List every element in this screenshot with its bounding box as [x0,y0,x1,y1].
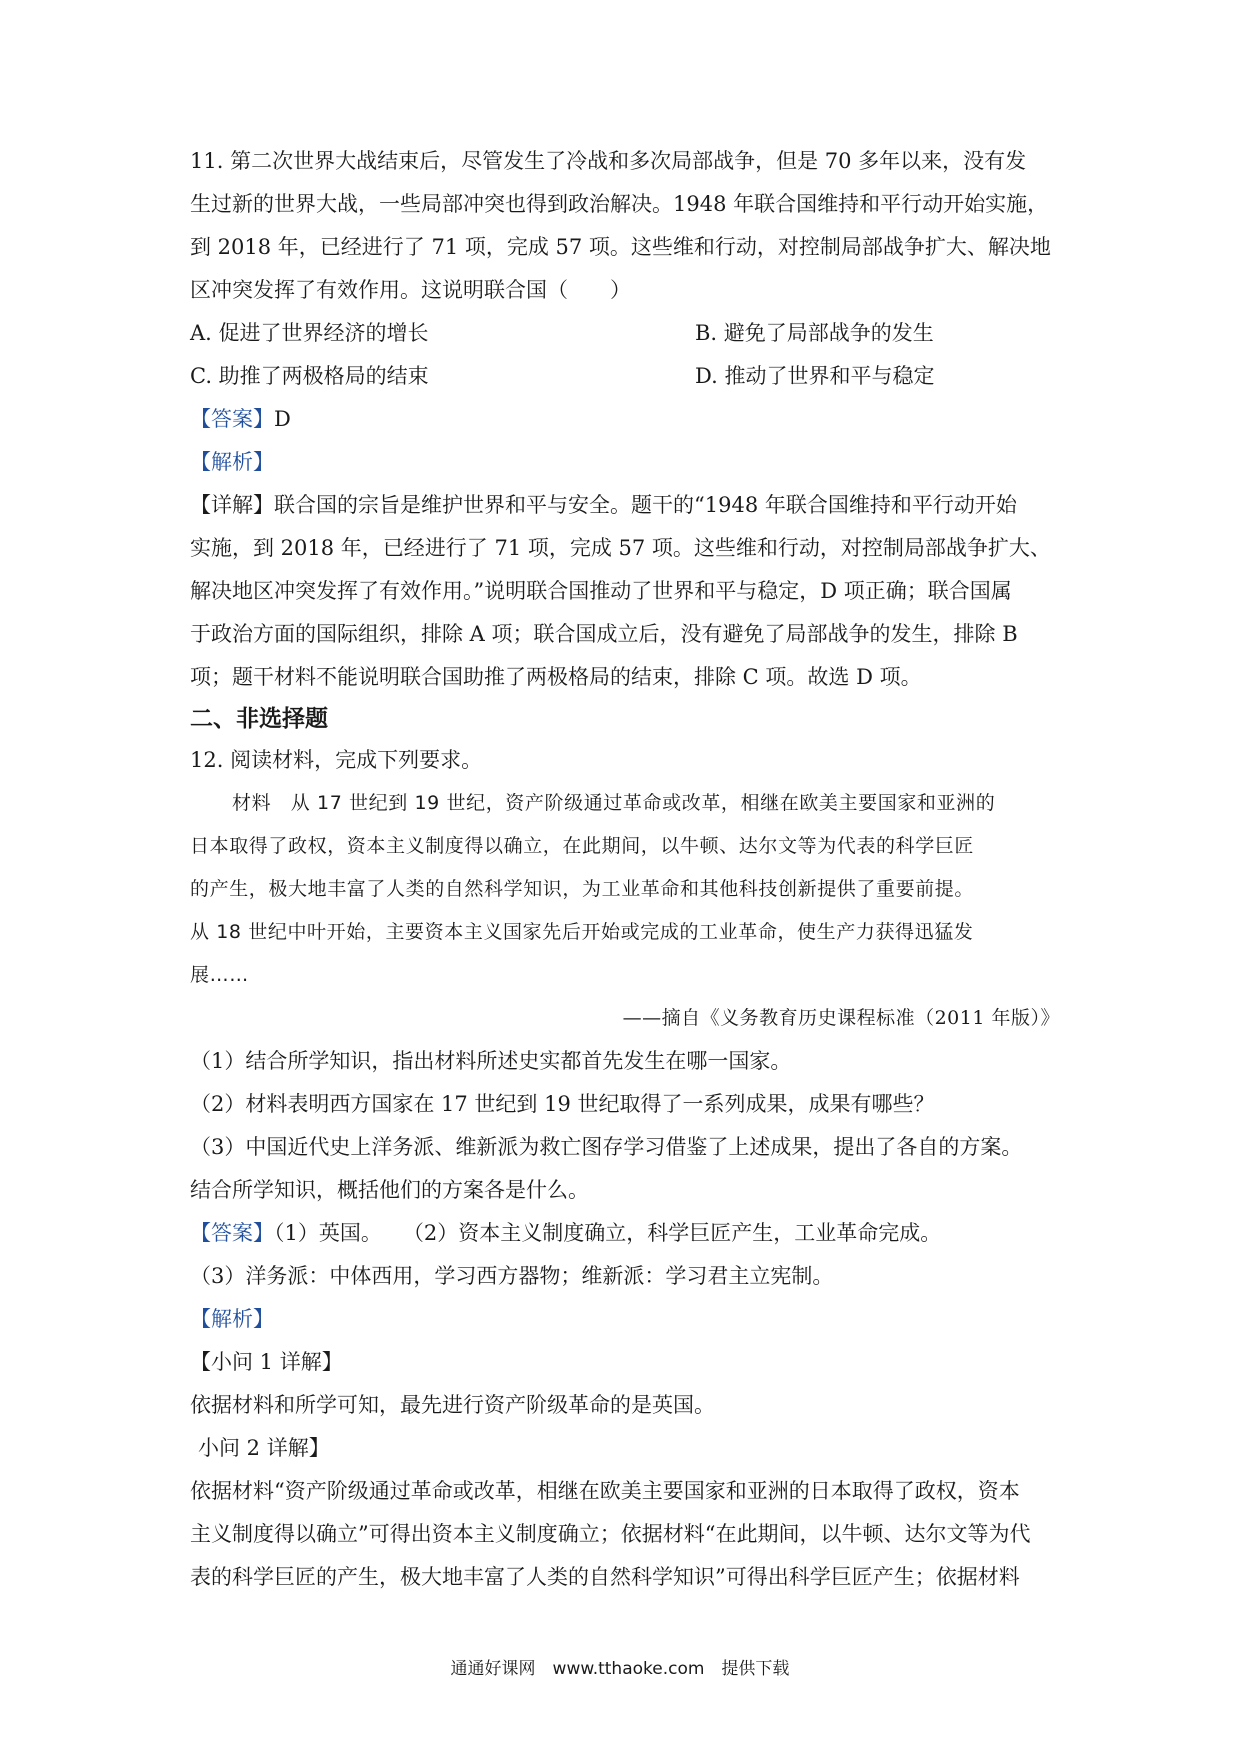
q11-option-c: C. 助推了两极格局的结束 [190,364,429,388]
q12-sub2-line: 表的科学巨匠的产生，极大地丰富了人类的自然科学知识”可得出科学巨匠产生；依据材料 [190,1565,1020,1589]
q11-option-b: B. 避免了局部战争的发生 [695,321,934,345]
q12-answer [190,1212,1060,1255]
q11-stem-line: 到 2018 年，已经进行了 71 项，完成 57 项。这些维和行动，对控制局部战争扩大、解决地 [190,235,1051,259]
detail-tag: 【详解】 [190,493,274,517]
q12-question: （1）结合所学知识，指出材料所述史实都首先发生在哪一国家。 [190,1049,792,1073]
analysis-tag: 【解析】 [190,1307,274,1331]
q11-answer [190,398,1060,441]
q11-stem-line: 生过新的世界大战，一些局部冲突也得到政治解决。1948 年联合国维持和平行动开始实施， [190,192,1049,216]
q11-analysis-heading [190,441,1060,484]
q11-options-row-1 [190,312,1060,355]
q11-detail-line: 实施，到 2018 年，已经进行了 71 项，完成 57 项。这些维和行动，对控制局部战争扩大、 [190,536,1051,560]
question-12 [190,739,1060,1599]
q12-stem: 12. 阅读材料，完成下列要求。 [190,748,483,772]
material-source: ——摘自《义务教育历史课程标准（2011 年版）》 [622,1007,1060,1029]
section-heading: 二、非选择题 [190,706,328,732]
answer-tag: 【答案】 [190,407,274,431]
q11-detail-line: 项；题干材料不能说明联合国助推了两极格局的结束，排除 C 项。故选 D 项。 [190,665,922,689]
q11-stem-line: 区冲突发挥了有效作用。这说明联合国（ ） [190,278,631,302]
material-line: 展…… [190,964,249,986]
answer-value: D [274,407,291,431]
q12-sub2-line: 依据材料“资产阶级通过革命或改革，相继在欧美主要国家和亚洲的日本取得了政权，资本 [190,1479,1020,1503]
document-body [190,140,1060,1599]
analysis-tag: 【解析】 [190,450,274,474]
q12-question: （3）中国近代史上洋务派、维新派为救亡图存学习借鉴了上述成果，提出了各自的方案。 [190,1135,1023,1159]
answer-tag: 【答案】 [190,1221,274,1245]
q12-sub2-line: 主义制度得以确立”可得出资本主义制度确立；依据材料“在此期间，以牛顿、达尔文等为代 [190,1522,1031,1546]
q12-answer-line: （3）洋务派：中体西用，学习西方器物；维新派：学习君主立宪制。 [190,1264,834,1288]
q12-material [190,782,1060,997]
detail-text: 联合国的宗旨是维护世界和平与安全。题干的“1948 年联合国维持和平行动开始 [274,493,1017,517]
question-11 [190,140,1060,699]
material-line: 的产生，极大地丰富了人类的自然科学知识，为工业革命和其他科技创新提供了重要前提。 [190,878,975,900]
material-line: 日本取得了政权，资本主义制度得以确立，在此期间，以牛顿、达尔文等为代表的科学巨匠 [190,835,975,857]
q11-detail-line [190,484,1060,527]
answer-text: （1）英国。 （2）资本主义制度确立，科学巨匠产生，工业革命完成。 [274,1221,942,1245]
material-line: 材料 从 17 世纪到 19 世纪，资产阶级通过革命或改革，相继在欧美主要国家和亚洲的 [232,792,996,814]
q11-stem-line: 11. 第二次世界大战结束后，尽管发生了冷战和多次局部战争，但是 70 多年以来，没有发 [190,149,1027,173]
q11-detail-line: 解决地区冲突发挥了有效作用。”说明联合国推动了世界和平与稳定，D 项正确；联合国属 [190,579,1012,603]
q11-options-row-2 [190,355,1060,398]
q12-sub2-heading: 小问 2 详解】 [198,1436,330,1460]
q11-option-d: D. 推动了世界和平与稳定 [695,364,935,388]
material-line: 从 18 世纪中叶开始，主要资本主义国家先后开始或完成的工业革命，使生产力获得迅猛发 [190,921,974,943]
q12-sub1-heading: 【小问 1 详解】 [190,1350,343,1374]
q12-sub1-text: 依据材料和所学可知，最先进行资产阶级革命的是英国。 [190,1393,715,1417]
q12-question: （2）材料表明西方国家在 17 世纪到 19 世纪取得了一系列成果，成果有哪些？ [190,1092,935,1116]
q12-question: 结合所学知识，概括他们的方案各是什么。 [190,1178,589,1202]
q12-analysis-heading [190,1298,1060,1341]
q11-option-a: A. 促进了世界经济的增长 [190,321,429,345]
page-footer: 通通好课网 www.tthaoke.com 提供下载 [450,1659,790,1679]
q11-detail-line: 于政治方面的国际组织，排除 A 项；联合国成立后，没有避免了局部战争的发生，排除 B [190,622,1018,646]
